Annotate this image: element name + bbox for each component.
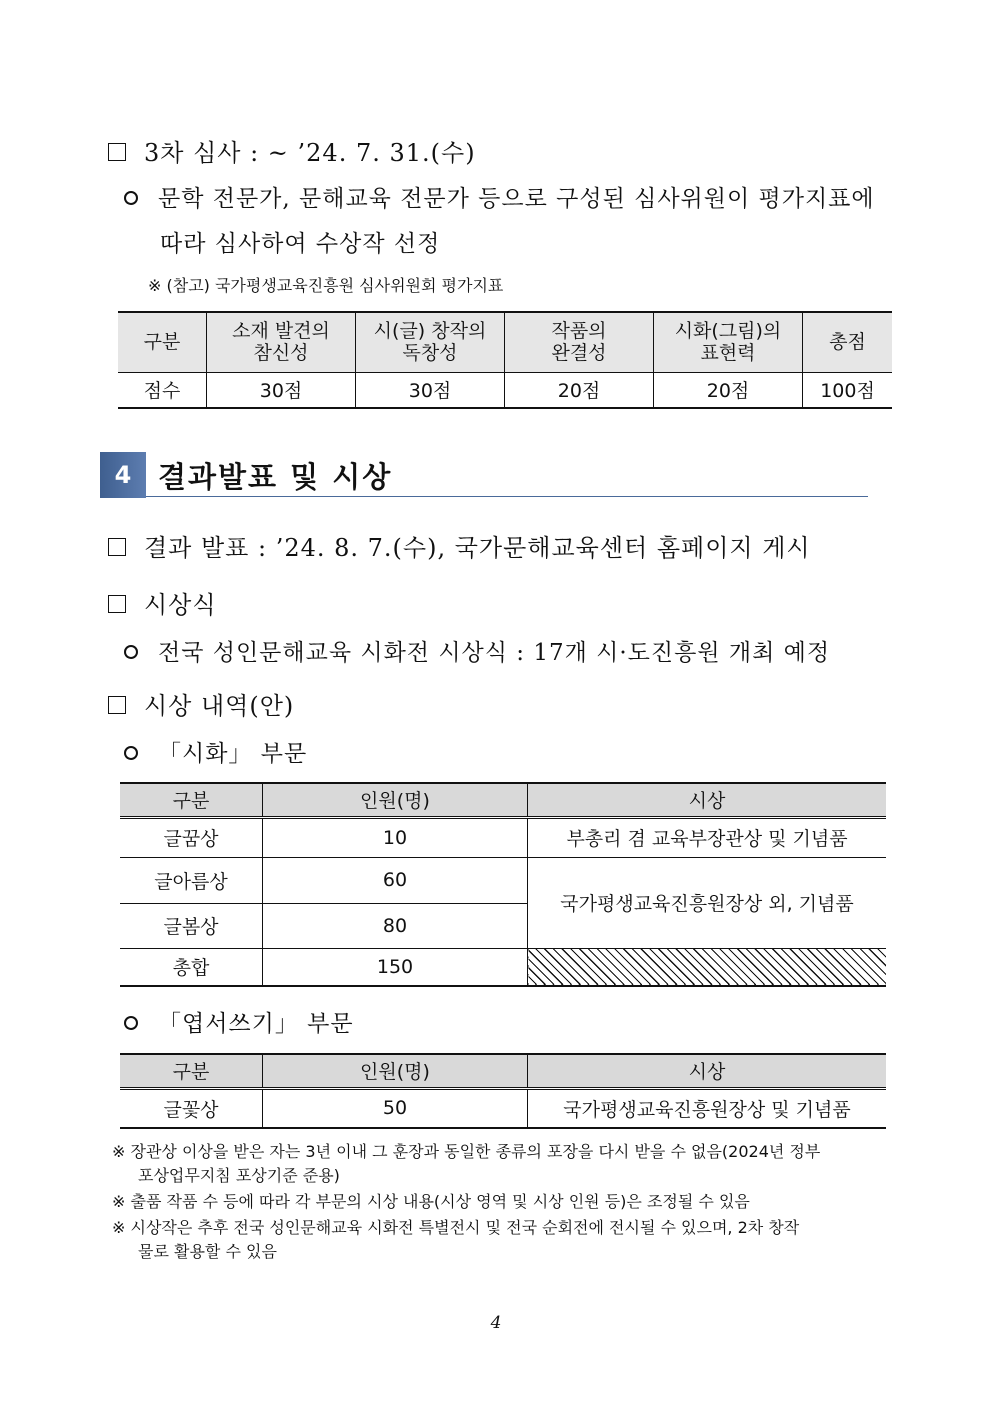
ceremony-bullet-text: 전국 성인문해교육 시화전 시상식 : 17개 시·도진흥원 개최 예정: [158, 640, 831, 666]
postcard-awards-table: [120, 1053, 886, 1129]
poem-name-cell: 글아름상: [120, 857, 263, 903]
note-2: ※ 출품 작품 수 등에 따라 각 부문의 시상 내용(시상 영역 및 시상 인원 등)은 조정될 수 있음: [112, 1192, 750, 1211]
eval-header-cell: 소재 발견의 참신성: [207, 312, 356, 372]
poem-award-cell: 부총리 겸 교육부장관상 및 기념품: [528, 817, 887, 857]
section-number-badge: 4: [100, 452, 146, 498]
poem-award-cell: 국가평생교육진흥원장상 외, 기념품: [528, 857, 887, 948]
postcard-name-cell: 글꽃상: [120, 1088, 263, 1128]
eval-header-cell: 총점: [803, 312, 893, 372]
circle-bullet-icon: [124, 645, 138, 659]
poem-total-label: 총합: [120, 948, 263, 986]
circle-bullet-icon: [124, 1016, 138, 1030]
circle-bullet-icon: [124, 191, 138, 205]
eval-header-cell: 구분: [118, 312, 207, 372]
eval-header-cell: 시화(그림)의 표현력: [654, 312, 803, 372]
table-row: [118, 372, 892, 408]
evaluation-table-header: [118, 312, 892, 372]
poem-count-cell: 60: [263, 857, 528, 903]
eval-cell: 20점: [654, 372, 803, 408]
note-1-line2: 포상업무지침 포상기준 준용): [138, 1166, 340, 1185]
ceremony-title: 시상식: [144, 591, 217, 619]
square-bullet-icon: [108, 595, 126, 613]
poem-name-cell: 글봄상: [120, 903, 263, 948]
poem-section-heading: [124, 735, 307, 768]
postcard-header-cell: 인원(명): [263, 1054, 528, 1088]
poem-count-cell: 10: [263, 817, 528, 857]
table-row: [120, 817, 886, 857]
circle-bullet-icon: [124, 746, 138, 760]
postcard-award-cell: 국가평생교육진흥원장상 및 기념품: [528, 1088, 887, 1128]
eval-header-cell: 작품의 완결성: [505, 312, 654, 372]
note-1-line1: ※ 장관상 이상을 받은 자는 3년 이내 그 훈장과 동일한 종류의 포장을 다시 받을 수 없음(2024년 정부: [112, 1142, 821, 1161]
square-bullet-icon: [108, 538, 126, 556]
section-underline: [146, 496, 868, 497]
page-number: 4: [490, 1313, 502, 1333]
poem-header-cell: 시상: [528, 783, 887, 817]
square-bullet-icon: [108, 696, 126, 714]
table-row: [120, 948, 886, 986]
poem-name-cell: 글꿈상: [120, 817, 263, 857]
eval-cell: 점수: [118, 372, 207, 408]
section-title: 결과발표 및 시상: [158, 460, 393, 494]
postcard-header-cell: 시상: [528, 1054, 887, 1088]
poem-table-header: [120, 783, 886, 817]
poem-section-title: 「시화」 부문: [158, 741, 308, 767]
ceremony-heading: [108, 585, 217, 620]
table-row: [120, 1088, 886, 1128]
result-announce-text: 결과 발표 : ’24. 8. 7.(수), 국가문해교육센터 홈페이지 게시: [144, 534, 811, 562]
postcard-count-cell: 50: [263, 1088, 528, 1128]
poem-total-count: 150: [263, 948, 528, 986]
eval-cell: 20점: [505, 372, 654, 408]
poem-awards-table: [120, 782, 886, 987]
note-3-line2: 물로 활용할 수 있음: [138, 1242, 277, 1261]
poem-header-cell: 인원(명): [263, 783, 528, 817]
postcard-section-heading: [124, 1005, 354, 1038]
square-bullet-icon: [108, 143, 126, 161]
review3-bullet-line1: 문학 전문가, 문해교육 전문가 등으로 구성된 심사위원이 평가지표에: [158, 186, 875, 212]
poem-header-cell: 구분: [120, 783, 263, 817]
postcard-section-title: 「엽서쓰기」 부문: [158, 1011, 354, 1037]
review3-heading: [108, 133, 476, 168]
evaluation-table: [118, 311, 892, 409]
hatched-empty-cell: [528, 948, 887, 986]
awards-heading: [108, 686, 294, 721]
review3-note: ※ (참고) 국가평생교육진흥원 심사위원회 평가지표: [148, 276, 504, 295]
eval-header-cell: 시(글) 창작의 독창성: [356, 312, 505, 372]
awards-title: 시상 내역(안): [144, 692, 295, 720]
eval-cell: 30점: [356, 372, 505, 408]
ceremony-bullet: [124, 634, 830, 667]
review3-title: 3차 심사 : ~ ’24. 7. 31.(수): [144, 139, 476, 167]
eval-cell: 100점: [803, 372, 893, 408]
note-3-line1: ※ 시상작은 추후 전국 성인문해교육 시화전 특별전시 및 전국 순회전에 전시될 수 있으며, 2차 창작: [112, 1218, 800, 1237]
table-row: [120, 857, 886, 903]
poem-count-cell: 80: [263, 903, 528, 948]
result-announce: [108, 528, 811, 563]
postcard-header-cell: 구분: [120, 1054, 263, 1088]
review3-bullet-line2: 따라 심사하여 수상작 선정: [160, 231, 441, 257]
eval-cell: 30점: [207, 372, 356, 408]
postcard-table-header: [120, 1054, 886, 1088]
review3-bullet: [124, 180, 875, 213]
